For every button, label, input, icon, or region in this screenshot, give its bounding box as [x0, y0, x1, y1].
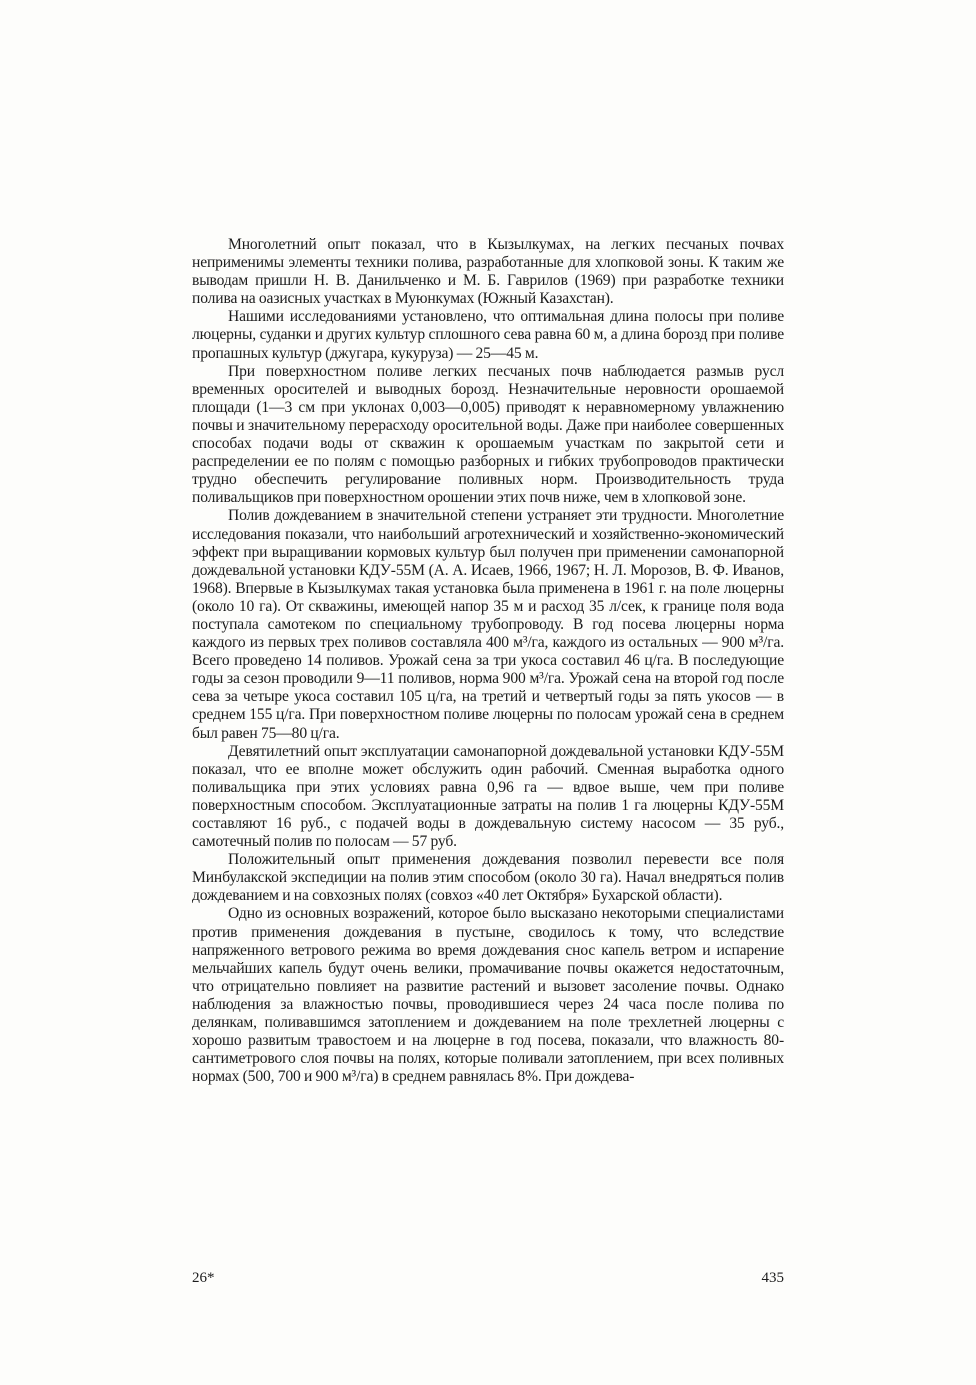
- page-number: 435: [761, 1270, 784, 1286]
- paragraph-2: Нашими исследованиями установлено, что оптимальная длина полосы при поливе люцерны, суданки и других культур сплошного сева равна 60 м, а длина борозд при поливе пропашных культур (джугара, кукуруза) — 25—45 м.: [192, 308, 784, 362]
- page-footer: [192, 1270, 784, 1292]
- paragraph-4: Полив дождеванием в значительной степени устраняет эти трудности. Многолетние исследования показали, что наибольший агротехнический и хозяйственно-экономический эффект при выращивании кормовых культур был получен при применении самонапорной дождевальной установки КДУ-55М (А. А. Исаев, 1966, 1967; Н. Л. Морозов, В. Ф. Иванов, 1968). Впервые в Кызылкумах такая установка была применена в 1961 г. на поле люцерны (около 10 га). От скважины, имеющей напор 35 м и расход 35 л/сек, к границе поля вода поступала самотеком по специальному трубопроводу. В год посева люцерны норма каждого из первых трех поливов составляла 400 м³/га, каждого из остальных — 900 м³/га. Всего проведено 14 поливов. Урожай сена за три укоса составил 46 ц/га. В последующие годы за сезон проводили 9—11 поливов, норма 900 м³/га. Урожай сена на второй год после сева за четыре укоса составил 105 ц/га, на третий и четвертый годы за пять укосов — в среднем 155 ц/га. При поверхностном поливе люцерны по полосам урожай сена в среднем был равен 75—80 ц/га.: [192, 507, 784, 742]
- signature-mark: 26*: [192, 1270, 215, 1286]
- paragraph-3: При поверхностном поливе легких песчаных почв наблюдается размыв русл временных оросителей и выводных борозд. Незначительные неровности орошаемой площади (1—3 см при уклонах 0,003—0,005) приводят к неравномерному увлажнению почвы и значительному перерасходу оросительной воды. Даже при наиболее совершенных способах подачи воды от скважин к орошаемым участкам по закрытой сети и распределении ее по полям с помощью разборных и гибких трубопроводов практически трудно обеспечить регулирование поливных норм. Производительность труда поливальщиков при поверхностном орошении этих почв ниже, чем в хлопковой зоне.: [192, 362, 784, 507]
- body-text: [192, 236, 784, 1086]
- paragraph-1: Многолетний опыт показал, что в Кызылкумах, на легких песчаных почвах неприменимы элементы техники полива, разработанные для хлопковой зоны. К таким же выводам пришли Н. В. Данильченко и М. Б. Гаврилов (1969) при разработке техники полива на оазисных участках в Муюнкумах (Южный Казахстан).: [192, 236, 784, 308]
- paragraph-5: Девятилетний опыт эксплуатации самонапорной дождевальной установки КДУ-55М показал, что ее вполне может обслужить один рабочий. Сменная выработка одного поливальщика при этих условиях равна 0,96 га — вдвое выше, чем при поливе поверхностным способом. Эксплуатационные затраты на полив 1 га люцерны КДУ-55М составляют 16 руб., с подачей воды в дождевальную систему насосом — 35 руб., самотечный полив по полосам — 57 руб.: [192, 742, 784, 851]
- paragraph-7: Одно из основных возражений, которое было высказано некоторыми специалистами против применения дождевания в пустыне, сводилось к тому, что вследствие напряженного ветрового режима во время дождевания снос капель ветром и испарение мельчайших капель будут очень велики, промачивание почвы окажется недостаточным, что отрицательно повлияет на развитие растений и вызовет засоление почвы. Однако наблюдения за влажностью почвы, проводившиеся через 24 часа после полива по делянкам, поливавшимся затоплением и дождеванием на поле трехлетней люцерны с хорошо развитым травостоем и на люцерне в год посева, показали, что влажность 80-сантиметрового слоя почвы на полях, которые поливали затоплением, при всех поливных нормах (500, 700 и 900 м³/га) в среднем равнялась 8%. При дождева-: [192, 905, 784, 1086]
- paragraph-6: Положительный опыт применения дождевания позволил перевести все поля Минбулакской экспедиции на полив этим способом (около 30 га). Начал внедряться полив дождеванием и на совхозных полях (совхоз «40 лет Октября» Бухарской области).: [192, 851, 784, 905]
